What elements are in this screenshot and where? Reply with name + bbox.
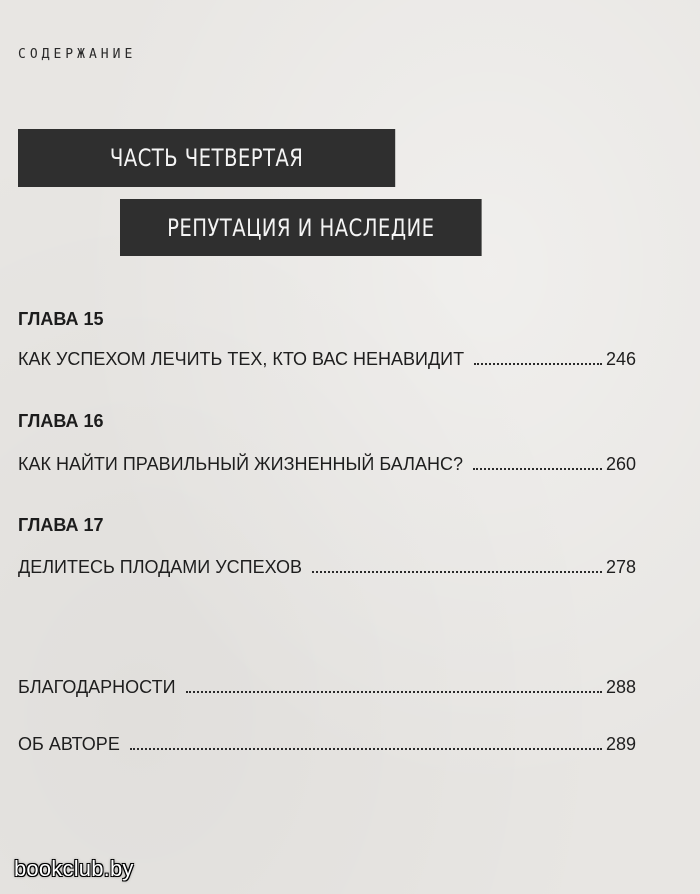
dot-leader [474,363,602,365]
dot-leader [186,691,602,693]
part-title-banner [120,199,482,256]
toc-entry[interactable] [18,557,636,578]
toc-entry-page: 260 [605,454,636,474]
toc-entry-page: 246 [605,349,636,369]
part-label: ЧАСТЬ ЧЕТВЕРТАЯ [109,144,304,172]
toc-entry-title: БЛАГОДАРНОСТИ [18,677,176,697]
toc-entry[interactable] [18,349,636,370]
chapter-label: ГЛАВА 16 [18,411,104,431]
toc-entry-title: КАК УСПЕХОМ ЛЕЧИТЬ ТЕХ, КТО ВАС НЕНАВИДИТ [18,349,465,369]
chapter-label: ГЛАВА 15 [18,309,104,329]
toc-entry-title: ОБ АВТОРЕ [18,734,120,754]
toc-entry-title: КАК НАЙТИ ПРАВИЛЬНЫЙ ЖИЗНЕННЫЙ БАЛАНС? [18,454,463,474]
toc-entry-acknowledgements[interactable] [18,677,636,698]
dot-leader [312,571,602,573]
part-title: РЕПУТАЦИЯ И НАСЛЕДИЕ [167,213,435,242]
dot-leader [130,748,602,750]
toc-entry[interactable] [18,454,636,475]
toc-entry-title: ДЕЛИТЕСЬ ПЛОДАМИ УСПЕХОВ [18,557,303,577]
chapter-label: ГЛАВА 17 [18,515,104,535]
toc-entry-page: 278 [605,557,636,577]
toc-entry-page: 289 [605,734,636,754]
toc-entry-about-author[interactable] [18,734,636,755]
toc-entry-page: 288 [605,677,636,697]
watermark: bookclub.by [14,856,134,881]
dot-leader [473,468,602,470]
running-head: СОДЕРЖАНИЕ [18,47,137,62]
part-label-banner [18,129,395,187]
